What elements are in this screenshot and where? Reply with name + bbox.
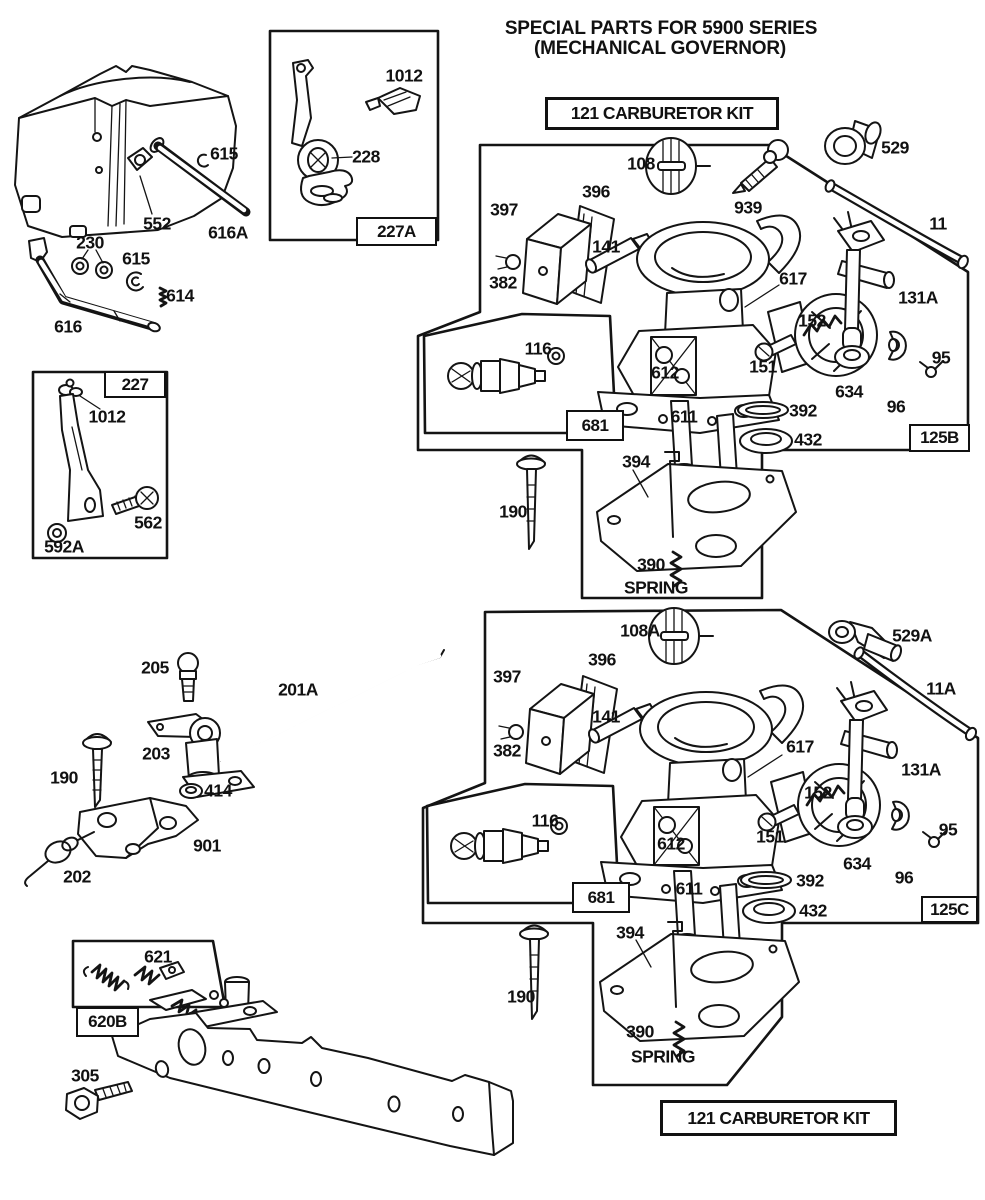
part-label-116: 116 [524,338,552,359]
part-label-901: 901 [193,835,221,856]
part-label-96: 96 [894,867,914,888]
page-title-line2: (MECHANICAL GOVERNOR) [534,38,786,59]
part-label-203: 203 [142,743,170,764]
box-label-681-bottom: 681 [572,882,630,913]
part-label-228: 228 [352,146,380,167]
part-label-108a: 108A [620,620,660,641]
part-label-131a: 131A [898,287,938,308]
part-label-432: 432 [799,900,827,921]
part-label-202: 202 [63,866,91,887]
part-label-529a: 529A [892,625,932,646]
part-label-95: 95 [931,347,951,368]
part-label-230: 230 [76,232,104,253]
part-label-939: 939 [734,197,762,218]
part-label-152: 152 [804,782,832,803]
part-label-392: 392 [796,870,824,891]
part-label-611: 611 [670,406,698,427]
part-label-394: 394 [622,451,650,472]
part-label-616: 616 [54,316,82,337]
part-label-432: 432 [794,429,822,450]
box-label-681-top: 681 [566,410,624,441]
carburetor-kit-banner-bottom: 121 CARBURETOR KIT [660,1100,897,1136]
part-label-382: 382 [493,740,521,761]
part-label-392: 392 [789,400,817,421]
part-label-614: 614 [166,285,194,306]
part-label-390: 390 [626,1021,654,1042]
part-label-611: 611 [675,878,703,899]
part-label-131a: 131A [901,759,941,780]
part-label-190: 190 [507,986,535,1007]
part-label-390: 390 [637,554,665,575]
part-label-152: 152 [798,310,826,331]
part-label-spring: SPRING [630,1046,696,1067]
part-label-617: 617 [779,268,807,289]
part-label-141: 141 [592,706,620,727]
part-label-151: 151 [756,826,784,847]
part-label-529: 529 [881,137,909,158]
part-label-397: 397 [490,199,518,220]
part-label-96: 96 [886,396,906,417]
part-label-634: 634 [835,381,863,402]
part-label-616a: 616A [208,222,248,243]
part-label-190: 190 [499,501,527,522]
part-label-394: 394 [616,922,644,943]
part-label-396: 396 [588,649,616,670]
part-label-11a: 11A [926,678,956,699]
part-label-382: 382 [489,272,517,293]
part-label-612: 612 [657,833,685,854]
part-label-396: 396 [582,181,610,202]
part-label-634: 634 [843,853,871,874]
box-label-125c: 125C [921,896,978,923]
carburetor-kit-banner-top: 121 CARBURETOR KIT [545,97,779,130]
part-label-305: 305 [71,1065,99,1086]
part-label-552: 552 [143,213,171,234]
part-label-11: 11 [929,213,947,234]
part-label-205: 205 [141,657,169,678]
part-label-116: 116 [531,810,559,831]
part-label-108: 108 [627,153,655,174]
part-label-1012: 1012 [385,65,423,86]
box-label-620b: 620B [76,1007,139,1037]
box-label-125b: 125B [909,424,970,452]
part-label-95: 95 [938,819,958,840]
part-label-612: 612 [651,362,679,383]
part-label-141: 141 [592,236,620,257]
part-label-562: 562 [134,512,162,533]
part-label-615: 615 [122,248,150,269]
box-label-227a: 227A [356,217,437,246]
part-label-397: 397 [493,666,521,687]
part-label-1012: 1012 [88,406,126,427]
part-label-151: 151 [749,356,777,377]
part-label-615: 615 [210,143,238,164]
part-label-592a: 592A [44,536,84,557]
box-label-227: 227 [104,371,166,398]
part-label-201a: 201A [278,679,318,700]
part-label-spring: SPRING [623,577,689,598]
part-label-190: 190 [50,767,78,788]
part-label-414: 414 [204,780,232,801]
part-label-617: 617 [786,736,814,757]
part-label-621: 621 [144,946,172,967]
page-title-line1: SPECIAL PARTS FOR 5900 SERIES [504,18,818,39]
